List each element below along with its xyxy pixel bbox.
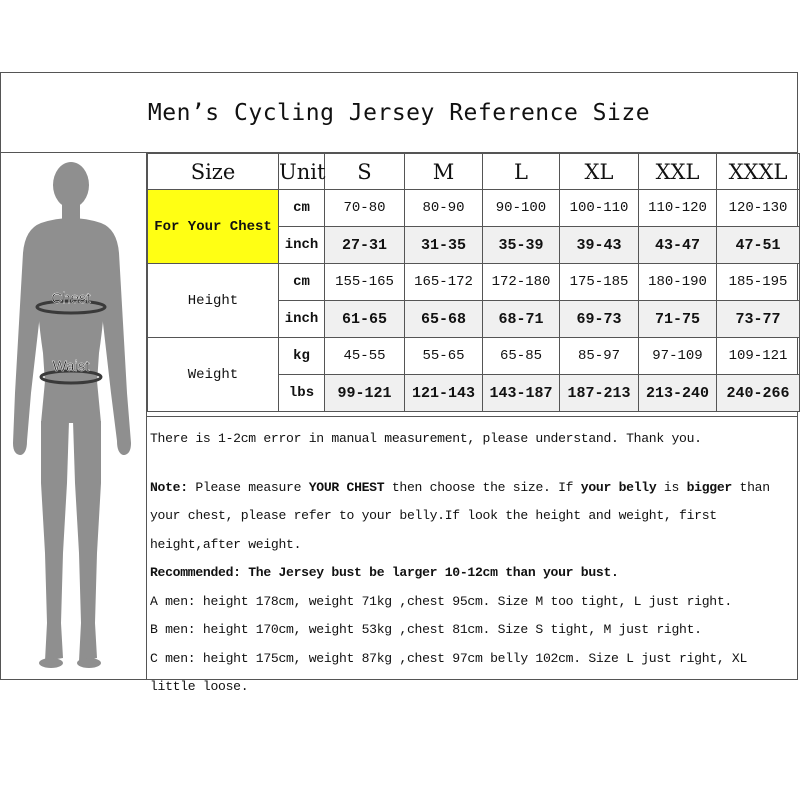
value-cell: 97-109: [639, 338, 717, 375]
value-cell: 61-65: [325, 301, 405, 338]
body-figure-panel: [1, 153, 147, 679]
value-cell: 45-55: [325, 338, 405, 375]
value-cell: 185-195: [717, 264, 800, 301]
header-xxl: XXL: [639, 154, 717, 190]
size-chart-sheet: [0, 72, 798, 694]
header-unit: Unit: [279, 154, 325, 190]
example-a: A men: height 178cm, weight 71kg ,chest 95cm. Size M too tight, L just right.: [150, 593, 732, 609]
header-xl: XL: [560, 154, 639, 190]
value-cell: 155-165: [325, 264, 405, 301]
measure-note: Note: Please measure YOUR CHEST then choose the size. If your belly is bigger than your chest, please refer to your belly.If look the height and weight, first height,after weight.: [150, 479, 770, 552]
value-cell: 110-120: [639, 190, 717, 227]
value-cell: 121-143: [405, 375, 483, 412]
value-cell: 31-35: [405, 227, 483, 264]
value-cell: 47-51: [717, 227, 800, 264]
value-cell: 143-187: [483, 375, 560, 412]
value-cell: 85-97: [560, 338, 639, 375]
value-cell: 109-121: [717, 338, 800, 375]
value-cell: 65-68: [405, 301, 483, 338]
left-foot-shape: [39, 658, 63, 668]
value-cell: 240-266: [717, 375, 800, 412]
unit-cell: cm: [279, 264, 325, 301]
value-cell: 172-180: [483, 264, 560, 301]
waist-label: Waist: [52, 358, 90, 375]
right-leg-shape: [73, 421, 101, 661]
unit-cell: inch: [279, 227, 325, 264]
body-silhouette-illustration: [1, 153, 146, 679]
weight-category-cell: Weight: [148, 338, 279, 412]
header-row: [148, 154, 800, 190]
note-label: Note:: [150, 479, 188, 495]
value-cell: 180-190: [639, 264, 717, 301]
value-cell: 70-80: [325, 190, 405, 227]
unit-cell: lbs: [279, 375, 325, 412]
error-note: There is 1-2cm error in manual measurement, please understand. Thank you.: [150, 431, 702, 446]
unit-cell: cm: [279, 190, 325, 227]
chest-category-cell: For Your Chest: [148, 190, 279, 264]
chart-title: Men’s Cycling Jersey Reference Size: [1, 73, 797, 153]
header-m: M: [405, 154, 483, 190]
value-cell: 39-43: [560, 227, 639, 264]
value-cell: 100-110: [560, 190, 639, 227]
header-l: L: [483, 154, 560, 190]
value-cell: 35-39: [483, 227, 560, 264]
unit-cell: kg: [279, 338, 325, 375]
value-cell: 68-71: [483, 301, 560, 338]
value-cell: 65-85: [483, 338, 560, 375]
value-cell: 80-90: [405, 190, 483, 227]
value-cell: 27-31: [325, 227, 405, 264]
value-cell: 73-77: [717, 301, 800, 338]
size-table: [147, 153, 800, 412]
left-arm-shape: [13, 223, 41, 455]
header-s: S: [325, 154, 405, 190]
hips-shape: [41, 381, 101, 423]
chest-label: Chest: [51, 290, 91, 307]
value-cell: 43-47: [639, 227, 717, 264]
header-size: Size: [148, 154, 279, 190]
example-c: C men: height 175cm, weight 87kg ,chest 97cm belly 102cm. Size L just right, XL little loose.: [150, 650, 748, 694]
recommended-note: Recommended: The Jersey bust be larger 10-12cm than your bust.: [150, 565, 619, 580]
value-cell: 71-75: [639, 301, 717, 338]
example-b: B men: height 170cm, weight 53kg ,chest 81cm. Size S tight, M just right.: [150, 622, 702, 637]
right-foot-shape: [77, 658, 101, 668]
value-cell: 175-185: [560, 264, 639, 301]
unit-cell: inch: [279, 301, 325, 338]
table-row: [148, 264, 800, 301]
value-cell: 213-240: [639, 375, 717, 412]
value-cell: 90-100: [483, 190, 560, 227]
value-cell: 187-213: [560, 375, 639, 412]
left-leg-shape: [41, 421, 69, 661]
value-cell: 165-172: [405, 264, 483, 301]
value-cell: 120-130: [717, 190, 800, 227]
table-row: [148, 338, 800, 375]
header-xxxl: XXXL: [717, 154, 800, 190]
value-cell: 69-73: [560, 301, 639, 338]
notes-section: [147, 416, 797, 694]
value-cell: 99-121: [325, 375, 405, 412]
head-shape: [53, 162, 89, 208]
table-row: [148, 190, 800, 227]
value-cell: 55-65: [405, 338, 483, 375]
height-category-cell: Height: [148, 264, 279, 338]
right-arm-shape: [101, 223, 131, 455]
